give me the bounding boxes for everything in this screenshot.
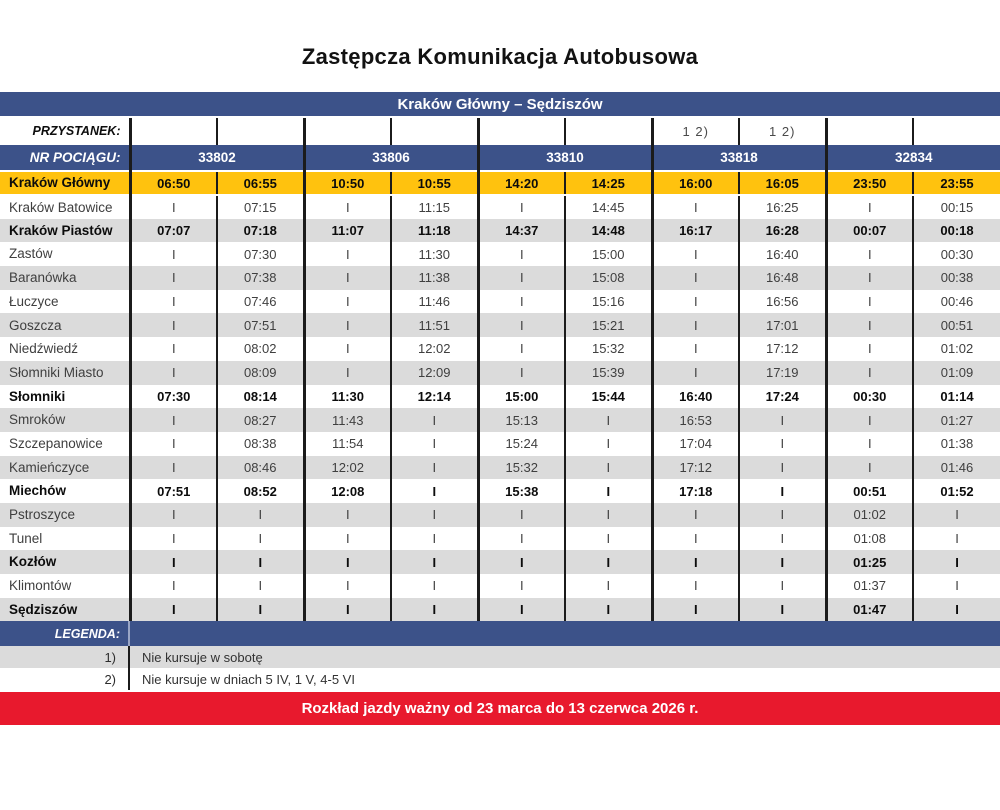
- timetable-table: [0, 118, 1000, 621]
- time-cell: 15:32: [565, 337, 652, 361]
- przystanek-label: PRZYSTANEK:: [0, 118, 130, 145]
- time-cell: I: [217, 574, 304, 598]
- time-cell: I: [304, 574, 391, 598]
- time-cell: I: [652, 503, 739, 527]
- train-number-cell: 33810: [478, 145, 652, 171]
- time-cell: 14:25: [565, 171, 652, 195]
- nr-pociagu-label: NR POCIĄGU:: [0, 145, 130, 171]
- time-cell: 16:17: [652, 219, 739, 243]
- station-row: [0, 432, 1000, 456]
- time-cell: 17:12: [652, 456, 739, 480]
- train-number-cell: 33818: [652, 145, 826, 171]
- time-cell: I: [391, 550, 478, 574]
- time-cell: 14:48: [565, 219, 652, 243]
- time-cell: I: [826, 195, 913, 219]
- time-cell: 16:05: [739, 171, 826, 195]
- time-cell: 00:46: [913, 290, 1000, 314]
- time-cell: I: [652, 598, 739, 622]
- time-cell: I: [652, 313, 739, 337]
- legend-item-1: [0, 646, 1000, 668]
- station-row: [0, 408, 1000, 432]
- time-cell: I: [478, 313, 565, 337]
- station-cell: Słomniki: [0, 385, 130, 409]
- time-cell: I: [391, 574, 478, 598]
- time-cell: 08:46: [217, 456, 304, 480]
- time-cell: I: [304, 361, 391, 385]
- time-cell: 06:50: [130, 171, 217, 195]
- time-cell: I: [391, 598, 478, 622]
- time-cell: 01:02: [826, 503, 913, 527]
- legend-text: Nie kursuje w sobotę: [142, 649, 263, 665]
- time-cell: I: [565, 503, 652, 527]
- time-cell: 07:46: [217, 290, 304, 314]
- time-cell: I: [217, 503, 304, 527]
- time-cell: I: [217, 527, 304, 551]
- time-cell: I: [130, 337, 217, 361]
- train-numbers-row: [0, 145, 1000, 171]
- time-cell: I: [478, 598, 565, 622]
- footnote-cell: [391, 118, 478, 145]
- time-cell: 00:51: [913, 313, 1000, 337]
- time-cell: 11:54: [304, 432, 391, 456]
- time-cell: 15:08: [565, 266, 652, 290]
- time-cell: 12:02: [304, 456, 391, 480]
- time-cell: 11:07: [304, 219, 391, 243]
- time-cell: I: [565, 574, 652, 598]
- time-cell: I: [826, 456, 913, 480]
- footnote-cell: 1 2): [652, 118, 739, 145]
- station-row: [0, 242, 1000, 266]
- time-cell: 01:37: [826, 574, 913, 598]
- station-row: [0, 503, 1000, 527]
- station-cell: Smroków: [0, 408, 130, 432]
- time-cell: I: [826, 361, 913, 385]
- time-cell: 15:24: [478, 432, 565, 456]
- train-number-cell: 33802: [130, 145, 304, 171]
- time-cell: I: [478, 574, 565, 598]
- time-cell: 15:32: [478, 456, 565, 480]
- station-cell: Niedźwiedź: [0, 337, 130, 361]
- time-cell: I: [652, 550, 739, 574]
- station-row: [0, 361, 1000, 385]
- time-cell: I: [826, 408, 913, 432]
- time-cell: I: [478, 195, 565, 219]
- station-row: [0, 266, 1000, 290]
- legend-banner: [0, 621, 1000, 646]
- time-cell: I: [913, 598, 1000, 622]
- time-cell: I: [913, 503, 1000, 527]
- station-row: [0, 385, 1000, 409]
- time-cell: 16:40: [652, 385, 739, 409]
- time-cell: I: [739, 408, 826, 432]
- time-cell: 15:39: [565, 361, 652, 385]
- time-cell: I: [130, 266, 217, 290]
- time-cell: I: [478, 266, 565, 290]
- station-cell: Szczepanowice: [0, 432, 130, 456]
- time-cell: 16:48: [739, 266, 826, 290]
- time-cell: 12:09: [391, 361, 478, 385]
- time-cell: 12:02: [391, 337, 478, 361]
- time-cell: I: [304, 337, 391, 361]
- legend-ref: 1): [0, 646, 130, 668]
- time-cell: I: [391, 503, 478, 527]
- time-cell: I: [304, 195, 391, 219]
- time-cell: 17:04: [652, 432, 739, 456]
- time-cell: I: [565, 550, 652, 574]
- time-cell: 10:55: [391, 171, 478, 195]
- time-cell: I: [739, 527, 826, 551]
- time-cell: I: [391, 456, 478, 480]
- time-cell: I: [826, 242, 913, 266]
- time-cell: I: [130, 574, 217, 598]
- time-cell: 01:25: [826, 550, 913, 574]
- time-cell: I: [130, 598, 217, 622]
- time-cell: I: [739, 550, 826, 574]
- station-row: [0, 290, 1000, 314]
- time-cell: 10:50: [304, 171, 391, 195]
- time-cell: 08:38: [217, 432, 304, 456]
- time-cell: I: [565, 527, 652, 551]
- time-cell: I: [130, 550, 217, 574]
- time-cell: 07:51: [130, 479, 217, 503]
- time-cell: I: [478, 290, 565, 314]
- station-cell: Tunel: [0, 527, 130, 551]
- footnote-cell: [913, 118, 1000, 145]
- time-cell: I: [478, 337, 565, 361]
- station-cell: Kraków Główny: [0, 171, 130, 195]
- station-cell: Łuczyce: [0, 290, 130, 314]
- time-cell: I: [130, 242, 217, 266]
- station-row: [0, 171, 1000, 195]
- time-cell: 01:27: [913, 408, 1000, 432]
- time-cell: 08:02: [217, 337, 304, 361]
- time-cell: 00:51: [826, 479, 913, 503]
- time-cell: I: [217, 550, 304, 574]
- legend-ref: 2): [0, 668, 130, 690]
- time-cell: 08:27: [217, 408, 304, 432]
- time-cell: I: [652, 574, 739, 598]
- time-cell: 14:45: [565, 195, 652, 219]
- time-cell: I: [478, 527, 565, 551]
- time-cell: 01:46: [913, 456, 1000, 480]
- time-cell: I: [304, 550, 391, 574]
- station-row: [0, 195, 1000, 219]
- time-cell: I: [739, 598, 826, 622]
- footnote-cell: [217, 118, 304, 145]
- time-cell: I: [130, 503, 217, 527]
- legend-text: Nie kursuje w dniach 5 IV, 1 V, 4-5 VI: [142, 671, 355, 687]
- time-cell: 11:30: [391, 242, 478, 266]
- time-cell: I: [304, 266, 391, 290]
- time-cell: I: [478, 550, 565, 574]
- time-cell: I: [652, 337, 739, 361]
- time-cell: 07:15: [217, 195, 304, 219]
- time-cell: 07:30: [130, 385, 217, 409]
- time-cell: I: [826, 337, 913, 361]
- time-cell: I: [130, 361, 217, 385]
- time-cell: I: [478, 242, 565, 266]
- station-cell: Pstroszyce: [0, 503, 130, 527]
- time-cell: I: [304, 598, 391, 622]
- station-row: [0, 550, 1000, 574]
- time-cell: I: [913, 527, 1000, 551]
- time-cell: 07:18: [217, 219, 304, 243]
- time-cell: 00:07: [826, 219, 913, 243]
- time-cell: I: [565, 598, 652, 622]
- station-cell: Zastów: [0, 242, 130, 266]
- time-cell: I: [565, 432, 652, 456]
- time-cell: 07:30: [217, 242, 304, 266]
- footnote-cell: [130, 118, 217, 145]
- station-cell: Miechów: [0, 479, 130, 503]
- time-cell: 07:51: [217, 313, 304, 337]
- station-cell: Kraków Batowice: [0, 195, 130, 219]
- time-cell: 17:12: [739, 337, 826, 361]
- time-cell: I: [652, 195, 739, 219]
- time-cell: 08:52: [217, 479, 304, 503]
- station-row: [0, 313, 1000, 337]
- time-cell: 16:53: [652, 408, 739, 432]
- train-number-cell: 32834: [826, 145, 1000, 171]
- time-cell: 16:00: [652, 171, 739, 195]
- time-cell: 01:47: [826, 598, 913, 622]
- time-cell: I: [739, 574, 826, 598]
- footnote-cell: [565, 118, 652, 145]
- station-cell: Słomniki Miasto: [0, 361, 130, 385]
- station-cell: Baranówka: [0, 266, 130, 290]
- time-cell: 06:55: [217, 171, 304, 195]
- time-cell: 12:08: [304, 479, 391, 503]
- time-cell: I: [130, 290, 217, 314]
- time-cell: 00:30: [826, 385, 913, 409]
- przystanek-row: [0, 118, 1000, 145]
- time-cell: 23:50: [826, 171, 913, 195]
- time-cell: 01:09: [913, 361, 1000, 385]
- time-cell: 16:56: [739, 290, 826, 314]
- time-cell: 01:08: [826, 527, 913, 551]
- time-cell: 11:38: [391, 266, 478, 290]
- time-cell: 17:01: [739, 313, 826, 337]
- time-cell: 16:25: [739, 195, 826, 219]
- time-cell: 15:00: [565, 242, 652, 266]
- station-row: [0, 527, 1000, 551]
- station-row: [0, 337, 1000, 361]
- footnote-cell: [478, 118, 565, 145]
- time-cell: 11:15: [391, 195, 478, 219]
- time-cell: 01:38: [913, 432, 1000, 456]
- time-cell: I: [304, 527, 391, 551]
- legend-item-2: [0, 668, 1000, 690]
- time-cell: 17:24: [739, 385, 826, 409]
- time-cell: I: [391, 408, 478, 432]
- time-cell: I: [391, 527, 478, 551]
- station-cell: Sędziszów: [0, 598, 130, 622]
- footnote-cell: 1 2): [739, 118, 826, 145]
- time-cell: I: [739, 456, 826, 480]
- time-cell: 00:38: [913, 266, 1000, 290]
- time-cell: I: [652, 527, 739, 551]
- time-cell: I: [130, 408, 217, 432]
- time-cell: 12:14: [391, 385, 478, 409]
- time-cell: I: [652, 290, 739, 314]
- time-cell: 16:28: [739, 219, 826, 243]
- time-cell: 11:51: [391, 313, 478, 337]
- time-cell: 15:44: [565, 385, 652, 409]
- station-row: [0, 574, 1000, 598]
- time-cell: 01:14: [913, 385, 1000, 409]
- station-cell: Goszcza: [0, 313, 130, 337]
- time-cell: 00:15: [913, 195, 1000, 219]
- time-cell: I: [130, 456, 217, 480]
- time-cell: I: [826, 266, 913, 290]
- time-cell: I: [826, 313, 913, 337]
- legend-label: LEGENDA:: [0, 621, 130, 646]
- time-cell: 11:46: [391, 290, 478, 314]
- time-cell: 11:30: [304, 385, 391, 409]
- station-cell: Kraków Piastów: [0, 219, 130, 243]
- time-cell: 14:37: [478, 219, 565, 243]
- time-cell: 15:21: [565, 313, 652, 337]
- time-cell: 08:14: [217, 385, 304, 409]
- time-cell: I: [913, 574, 1000, 598]
- time-cell: I: [391, 432, 478, 456]
- time-cell: 00:18: [913, 219, 1000, 243]
- station-cell: Klimontów: [0, 574, 130, 598]
- time-cell: 01:52: [913, 479, 1000, 503]
- time-cell: 17:18: [652, 479, 739, 503]
- time-cell: I: [739, 432, 826, 456]
- station-row: [0, 479, 1000, 503]
- time-cell: 15:00: [478, 385, 565, 409]
- time-cell: I: [130, 313, 217, 337]
- validity-banner: Rozkład jazdy ważny od 23 marca do 13 czerwca 2026 r.: [0, 692, 1000, 725]
- time-cell: 15:13: [478, 408, 565, 432]
- time-cell: I: [478, 361, 565, 385]
- time-cell: I: [217, 598, 304, 622]
- time-cell: I: [826, 290, 913, 314]
- time-cell: 16:40: [739, 242, 826, 266]
- time-cell: 23:55: [913, 171, 1000, 195]
- time-cell: I: [913, 550, 1000, 574]
- time-cell: I: [565, 456, 652, 480]
- footnote-cell: [304, 118, 391, 145]
- time-cell: I: [652, 242, 739, 266]
- page-title: Zastępcza Komunikacja Autobusowa: [301, 44, 699, 69]
- time-cell: 08:09: [217, 361, 304, 385]
- time-cell: 07:07: [130, 219, 217, 243]
- footnote-cell: [826, 118, 913, 145]
- time-cell: 07:38: [217, 266, 304, 290]
- time-cell: I: [652, 361, 739, 385]
- time-cell: I: [304, 290, 391, 314]
- time-cell: I: [652, 266, 739, 290]
- time-cell: I: [565, 408, 652, 432]
- time-cell: 17:19: [739, 361, 826, 385]
- station-cell: Kozłów: [0, 550, 130, 574]
- time-cell: I: [304, 503, 391, 527]
- time-cell: I: [304, 242, 391, 266]
- route-banner: Kraków Główny – Sędziszów: [0, 92, 1000, 116]
- time-cell: I: [565, 479, 652, 503]
- time-cell: I: [739, 479, 826, 503]
- station-row: [0, 456, 1000, 480]
- train-number-cell: 33806: [304, 145, 478, 171]
- time-cell: I: [130, 432, 217, 456]
- station-row: [0, 219, 1000, 243]
- time-cell: I: [304, 313, 391, 337]
- time-cell: 00:30: [913, 242, 1000, 266]
- station-row: [0, 598, 1000, 622]
- time-cell: 15:16: [565, 290, 652, 314]
- time-cell: 11:18: [391, 219, 478, 243]
- time-cell: I: [130, 195, 217, 219]
- time-cell: I: [130, 527, 217, 551]
- station-cell: Kamieńczyce: [0, 456, 130, 480]
- time-cell: I: [478, 503, 565, 527]
- time-cell: I: [739, 503, 826, 527]
- time-cell: I: [826, 432, 913, 456]
- time-cell: 14:20: [478, 171, 565, 195]
- time-cell: 15:38: [478, 479, 565, 503]
- time-cell: I: [391, 479, 478, 503]
- time-cell: 01:02: [913, 337, 1000, 361]
- time-cell: 11:43: [304, 408, 391, 432]
